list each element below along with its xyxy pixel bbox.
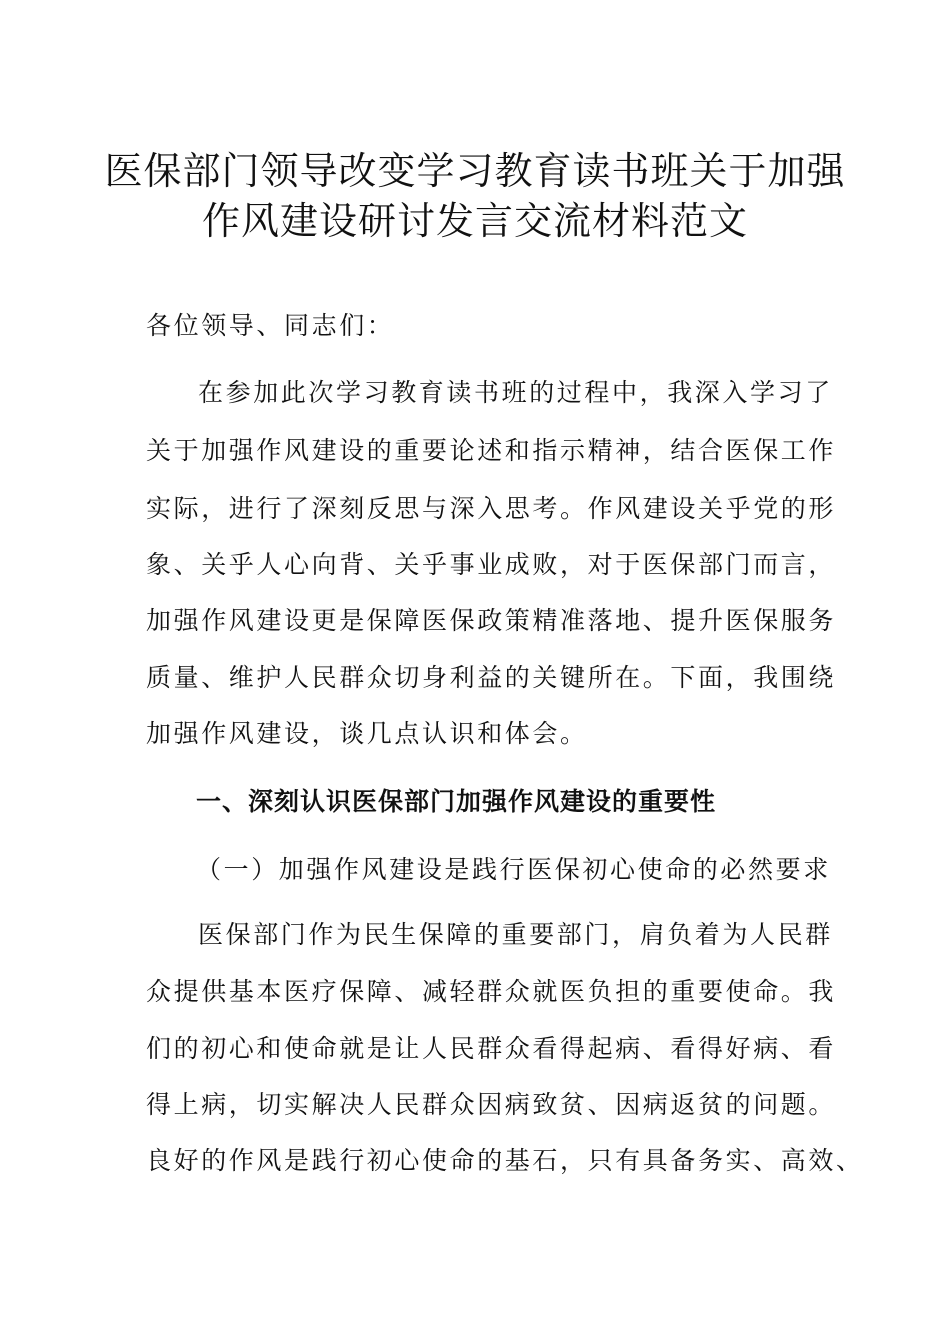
paragraph-2-line: 医保部门作为民生保障的重要部门，肩负着为人民群 bbox=[198, 920, 833, 949]
subsection-1-heading: （一）加强作风建设是践行医保初心使命的必然要求 bbox=[196, 855, 831, 884]
paragraph-1-line: 实际，进行了深刻反思与深入思考。作风建设关乎党的形 bbox=[146, 494, 837, 523]
paragraph-1-line: 关于加强作风建设的重要论述和指示精神，结合医保工作 bbox=[146, 436, 837, 465]
paragraph-1-line: 象、关乎人心向背、关乎事业成败，对于医保部门而言， bbox=[146, 550, 837, 579]
paragraph-1-line: 质量、维护人民群众切身利益的关键所在。下面，我围绕 bbox=[146, 663, 837, 692]
paragraph-2-line: 众提供基本医疗保障、减轻群众就医负担的重要使命。我 bbox=[146, 977, 837, 1006]
document-title-line-1: 医保部门领导改变学习教育读书班关于加强 bbox=[104, 149, 846, 193]
paragraph-2-line: 良好的作风是践行初心使命的基石，只有具备务实、高效、 bbox=[146, 1146, 864, 1175]
document-title-line-2: 作风建设研讨发言交流材料范文 bbox=[201, 199, 748, 243]
paragraph-2-line: 们的初心和使命就是让人民群众看得起病、看得好病、看 bbox=[146, 1034, 837, 1063]
paragraph-2-line: 得上病，切实解决人民群众因病致贫、因病返贫的问题。 bbox=[146, 1090, 837, 1119]
section-1-heading: 一、深刻认识医保部门加强作风建设的重要性 bbox=[196, 787, 717, 816]
salutation: 各位领导、同志们： bbox=[146, 311, 395, 340]
paragraph-1-line: 加强作风建设更是保障医保政策精准落地、提升医保服务 bbox=[146, 606, 837, 635]
paragraph-1-line: 加强作风建设，谈几点认识和体会。 bbox=[146, 719, 588, 748]
paragraph-1-line: 在参加此次学习教育读书班的过程中，我深入学习了 bbox=[198, 378, 833, 407]
